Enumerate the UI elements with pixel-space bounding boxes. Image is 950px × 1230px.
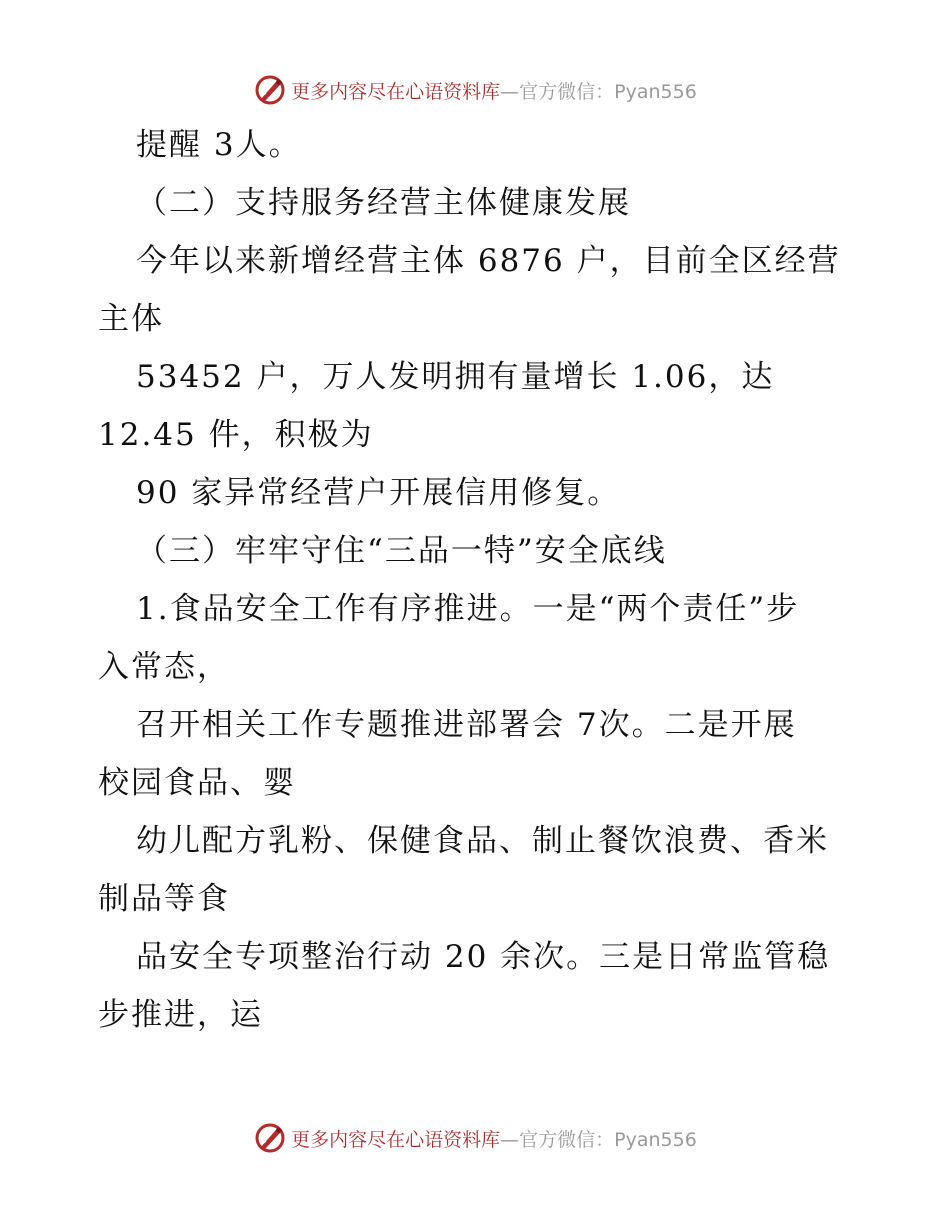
- body-line: 幼儿配方乳粉、保健食品、制止餐饮浪费、香米: [136, 823, 829, 859]
- document-body: [98, 116, 858, 1044]
- body-line: 校园食品、婴: [98, 765, 296, 801]
- body-line: 提醒 3人。: [136, 127, 302, 163]
- body-line: 召开相关工作专题推进部署会 7次。二是开展: [136, 707, 797, 743]
- footer-watermark-red: 更多内容尽在心语资料库: [291, 1128, 501, 1151]
- section-heading: （三）牢牢守住“三品一特”安全底线: [136, 533, 667, 569]
- body-line: 主体: [98, 301, 164, 337]
- section-heading: （二）支持服务经营主体健康发展: [136, 185, 631, 221]
- body-line: 制品等食: [98, 881, 230, 917]
- header-watermark: [0, 70, 950, 110]
- body-line: 品安全专项整治行动 20 余次。三是日常监管稳: [136, 939, 831, 975]
- header-watermark-text: [291, 77, 697, 104]
- header-watermark-gray: —官方微信：Pyan556: [500, 80, 697, 103]
- pen-circle-logo-icon: [253, 73, 287, 107]
- body-line: 入常态，: [98, 649, 230, 685]
- footer-watermark: [0, 1118, 950, 1158]
- pen-circle-logo-icon: [253, 1121, 287, 1155]
- footer-watermark-text: [291, 1125, 697, 1152]
- footer-watermark-gray: —官方微信：Pyan556: [500, 1128, 697, 1151]
- body-line: 1.食品安全工作有序推进。一是“两个责任”步: [136, 591, 800, 627]
- body-line: 12.45 件，积极为: [98, 417, 374, 453]
- body-line: 90 家异常经营户开展信用修复。: [136, 475, 621, 511]
- body-line: 53452 户，万人发明拥有量增长 1.06，达: [136, 359, 775, 395]
- body-line: 今年以来新增经营主体 6876 户，目前全区经营: [136, 243, 841, 279]
- body-line: 步推进，运: [98, 997, 263, 1033]
- header-watermark-red: 更多内容尽在心语资料库: [291, 80, 501, 103]
